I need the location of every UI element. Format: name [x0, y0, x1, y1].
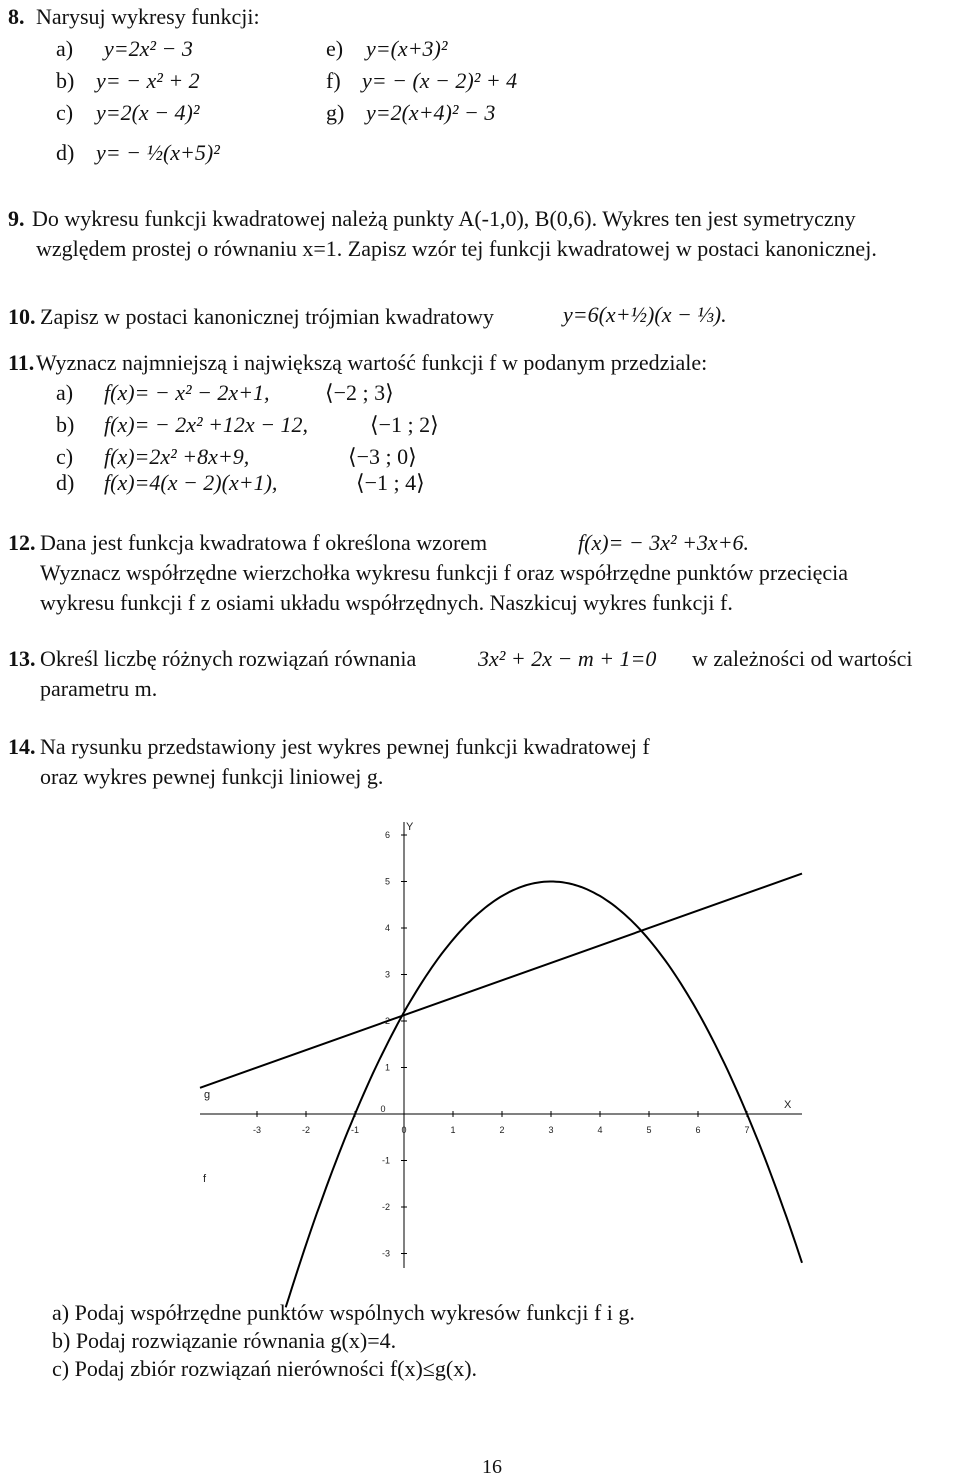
t8-f-formula: y= − (x − 2)² + 4	[362, 68, 518, 93]
task-14-question-b: b) Podaj rozwiązanie równania g(x)=4.	[52, 1328, 397, 1353]
t11-a-interval: ⟨−2 ; 3⟩	[325, 380, 394, 405]
x-tick-label: 0	[401, 1125, 407, 1135]
y-tick-label: 5	[384, 876, 390, 887]
t8-f-label: f)	[326, 68, 341, 93]
task-12-line1: Dana jest funkcja kwadratowa f określona wzorem	[40, 530, 488, 555]
y-axis-label: Y	[406, 821, 414, 833]
t11-d-interval: ⟨−1 ; 4⟩	[356, 470, 425, 495]
task-14-question-a: a) Podaj współrzędne punktów wspólnych wykresów funkcji f i g.	[52, 1300, 635, 1325]
t11-c-label: c)	[56, 444, 74, 469]
t8-g-formula: y=2(x+4)² − 3	[366, 100, 496, 125]
x-tick-label: 1	[450, 1125, 456, 1135]
x-tick-label: 4	[597, 1125, 603, 1135]
task-9-line2: względem prostej o równaniu x=1. Zapisz wzór tej funkcji kwadratowej w postaci kanonicznej.	[36, 236, 877, 261]
task-12-line3: wykresu funkcji f z osiami układu współrzędnych. Naszkicuj wykres funkcji f.	[40, 590, 733, 615]
task-13-number: 13.	[8, 646, 36, 671]
task-13-formula: 3x² + 2x − m + 1=0	[478, 646, 657, 671]
task-14-line2: oraz wykres pewnej funkcji liniowej g.	[40, 764, 384, 789]
t8-g-label: g)	[326, 100, 345, 125]
t8-a-formula: y=2x² − 3	[104, 36, 193, 61]
task-13-tail: w zależności od wartości	[692, 646, 913, 671]
task-14-number: 14.	[8, 734, 36, 759]
task-14-question-c: c) Podaj zbiór rozwiązań nierówności f(x)≤g(x).	[52, 1356, 478, 1381]
y-tick-label: -2	[381, 1202, 390, 1212]
task-10-formula: y=6(x+½)(x − ⅓).	[563, 302, 727, 327]
series-g-line	[200, 874, 802, 1088]
t11-c-formula: f(x)=2x² +8x+9,	[104, 444, 250, 469]
y-tick-label: -3	[381, 1248, 390, 1259]
t11-b-interval: ⟨−1 ; 2⟩	[370, 412, 439, 437]
t8-c-label: c)	[56, 100, 74, 125]
y-tick-label: 4	[384, 923, 390, 933]
t11-b-formula: f(x)= − 2x² +12x − 12,	[104, 412, 309, 437]
series-g-label: g	[204, 1089, 211, 1101]
task-10-number: 10.	[8, 304, 36, 329]
task-13-line2: parametru m.	[40, 676, 158, 701]
task-9-number: 9.	[8, 206, 25, 231]
t11-c-interval: ⟨−3 ; 0⟩	[348, 444, 417, 469]
t8-c-formula: y=2(x − 4)²	[96, 100, 200, 125]
task-8-number: 8.	[8, 4, 25, 29]
x-tick-label: 2	[499, 1125, 505, 1135]
y-tick-label: 3	[384, 969, 390, 980]
task-11-number: 11.	[8, 350, 35, 375]
x-tick-label: 6	[695, 1125, 701, 1135]
t8-e-formula: y=(x+3)²	[366, 36, 448, 61]
task-12-line2: Wyznacz współrzędne wierzchołka wykresu funkcji f oraz współrzędne punktów przecięcia	[40, 560, 849, 585]
x-tick-label: 5	[646, 1125, 652, 1135]
task-9-line1: Do wykresu funkcji kwadratowej należą punkty A(-1,0), B(0,6). Wykres ten jest symetryczny	[32, 206, 856, 231]
y-tick-label: 1	[384, 1062, 390, 1073]
task-8-text: Narysuj wykresy funkcji:	[36, 4, 260, 29]
y-tick-label: -1	[381, 1155, 390, 1166]
t11-a-formula: f(x)= − x² − 2x+1,	[104, 380, 270, 405]
t8-a-label: a)	[56, 36, 74, 61]
task-14-line1: Na rysunku przedstawiony jest wykres pewnej funkcji kwadratowej f	[40, 734, 650, 759]
t11-a-label: a)	[56, 380, 74, 405]
series-f-label: f	[203, 1173, 207, 1185]
x-tick-label: -3	[252, 1125, 262, 1135]
t8-d-label: d)	[56, 140, 75, 165]
task-13-line1: Określ liczbę różnych rozwiązań równania	[40, 646, 417, 671]
t8-e-label: e)	[326, 36, 344, 61]
t11-d-label: d)	[56, 470, 75, 495]
y-tick-label: 6	[384, 830, 390, 840]
t8-b-formula: y= − x² + 2	[96, 68, 200, 93]
x-tick-label: -2	[301, 1125, 311, 1135]
task-12-number: 12.	[8, 530, 36, 555]
task-12-formula: f(x)= − 3x² +3x+6.	[578, 530, 750, 555]
x-axis-label: X	[784, 1099, 792, 1111]
x-tick-label: 7	[744, 1125, 750, 1135]
x-tick-label: -1	[350, 1125, 360, 1135]
series-f-curve	[286, 882, 802, 1308]
t8-b-label: b)	[56, 68, 75, 93]
page-number: 16	[482, 1456, 502, 1478]
t11-b-label: b)	[56, 412, 75, 437]
t8-d-formula: y= − ½(x+5)²	[96, 140, 220, 165]
x-tick-label: 3	[548, 1125, 554, 1135]
task-11-text: Wyznacz najmniejszą i największą wartość funkcji f w podanym przedziale:	[36, 350, 708, 375]
task-10-text: Zapisz w postaci kanonicznej trójmian kwadratowy	[40, 304, 494, 329]
t11-d-formula: f(x)=4(x − 2)(x+1),	[104, 470, 278, 495]
origin-label: 0	[380, 1104, 386, 1114]
